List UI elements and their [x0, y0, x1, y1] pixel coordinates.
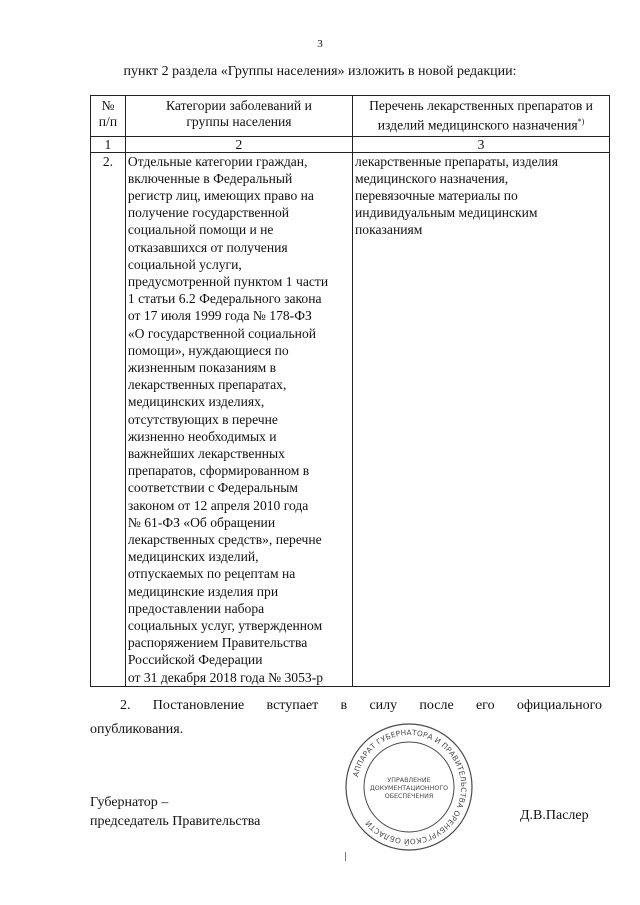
categories-line: предусмотренной пунктом 1 части	[127, 273, 329, 289]
groups-table	[90, 95, 610, 687]
categories-line: включенные в Федеральный	[127, 170, 293, 186]
header-num	[91, 96, 126, 137]
scan-mark	[345, 852, 346, 861]
categories-line: отсутствующих в перечне	[127, 411, 278, 427]
footnote-mark: *)	[577, 117, 585, 126]
categories-line: предоставлении набора	[127, 600, 265, 616]
header-categories-line2: группы населения	[186, 114, 292, 129]
header-drugs-line1: Перечень лекарственных препаратов и	[369, 98, 593, 113]
categories-line: отказавшихся от получения	[127, 239, 288, 255]
categories-line: социальных услуг, утвержденном	[127, 618, 323, 634]
drugs-line: показаниям	[355, 222, 423, 238]
categories-line: Российской Федерации	[127, 652, 263, 668]
categories-line: получение государственной	[127, 205, 290, 221]
header-drugs-line2-wrap	[355, 114, 607, 134]
drugs-line: лекарственные препараты, изделия	[355, 153, 558, 169]
categories-line: Отдельные категории граждан,	[127, 153, 308, 169]
row-drugs	[353, 152, 610, 686]
categories-line: препаратов, сформированном в	[127, 463, 310, 479]
column-number-2: 2	[125, 136, 352, 152]
header-categories-line1: Категории заболеваний и	[166, 98, 312, 113]
header-num-line2: п/п	[98, 114, 118, 129]
header-num-line1: №	[101, 98, 115, 113]
categories-line: медицинские изделия при	[127, 583, 279, 599]
seal-center-line3: ОБЕСПЕЧЕНИЯ	[384, 793, 434, 800]
categories-line: от 17 июля 1999 года № 178-ФЗ	[127, 308, 312, 324]
categories-line: законом от 12 апреля 2010 года	[127, 497, 309, 513]
signer-title-line1: Губернатор –	[90, 795, 169, 810]
categories-line: регистр лиц, имеющих право на	[127, 187, 314, 203]
paragraph-2-line1: 2. Постановление вступает в силу после его официального	[120, 698, 602, 713]
column-number-1: 1	[91, 136, 126, 152]
header-categories	[125, 96, 352, 137]
column-number-3: 3	[353, 136, 610, 152]
categories-line: социальной услуги,	[127, 256, 242, 272]
signer-name: Д.В.Паслер	[520, 808, 589, 823]
header-drugs-line2: изделий медицинского назначения	[377, 117, 578, 133]
categories-line: соответствии с Федеральным	[127, 480, 299, 496]
categories-line: «О государственной социальной	[127, 325, 317, 341]
table-row	[91, 152, 610, 686]
signer-title	[90, 793, 260, 831]
seal-ring-text: АППАРАТ ГУБЕРНАТОРА И ПРАВИТЕЛЬСТВА ОРЕНБУРГСКОЙ ОБЛАСТИ	[351, 727, 469, 847]
categories-line: важнейших лекарственных	[127, 445, 285, 461]
header-drugs	[353, 96, 610, 137]
categories-line: жизненным показаниям в	[127, 359, 277, 375]
paragraph-2-line2: опубликования.	[90, 722, 184, 737]
signer-title-line2: председатель Правительства	[90, 814, 261, 829]
drugs-line: индивидуальным медицинским	[355, 205, 538, 221]
table-header-row	[91, 96, 610, 137]
categories-lines	[128, 153, 350, 686]
categories-line: отпускаемых по рецептам на	[127, 566, 296, 582]
categories-line: медицинских изделий,	[127, 549, 259, 565]
drugs-lines	[355, 153, 607, 239]
categories-line: жизненно необходимых и	[127, 428, 277, 444]
categories-line: медицинских изделиях,	[127, 394, 265, 410]
column-numbers-row	[91, 136, 610, 152]
drugs-line: медицинского назначения,	[355, 170, 509, 186]
categories-line: лекарственных препаратах,	[127, 377, 287, 393]
categories-line: от 31 декабря 2018 года № 3053-р	[127, 669, 324, 685]
categories-line: распоряжением Правительства	[127, 635, 308, 651]
row-categories	[125, 152, 352, 686]
categories-line: 1 статьи 6.2 Федерального закона	[127, 291, 322, 307]
categories-line: лекарственных средств», перечне	[127, 532, 322, 547]
drugs-line: перевязочные материалы по	[355, 187, 518, 203]
seal-center-line2: ДОКУМЕНТАЦИОННОГО	[369, 785, 449, 792]
categories-line: № 61-ФЗ «Об обращении	[127, 514, 276, 530]
official-seal	[344, 722, 474, 852]
intro-text: пункт 2 раздела «Группы населения» изложить в новой редакции:	[123, 64, 517, 79]
seal-center-line1: УПРАВЛЕНИЕ	[387, 777, 431, 784]
row-number: 2.	[91, 152, 126, 686]
page-number: 3	[317, 38, 323, 50]
categories-line: социальной помощи и не	[127, 222, 274, 238]
categories-line: помощи», нуждающиеся по	[127, 342, 289, 358]
